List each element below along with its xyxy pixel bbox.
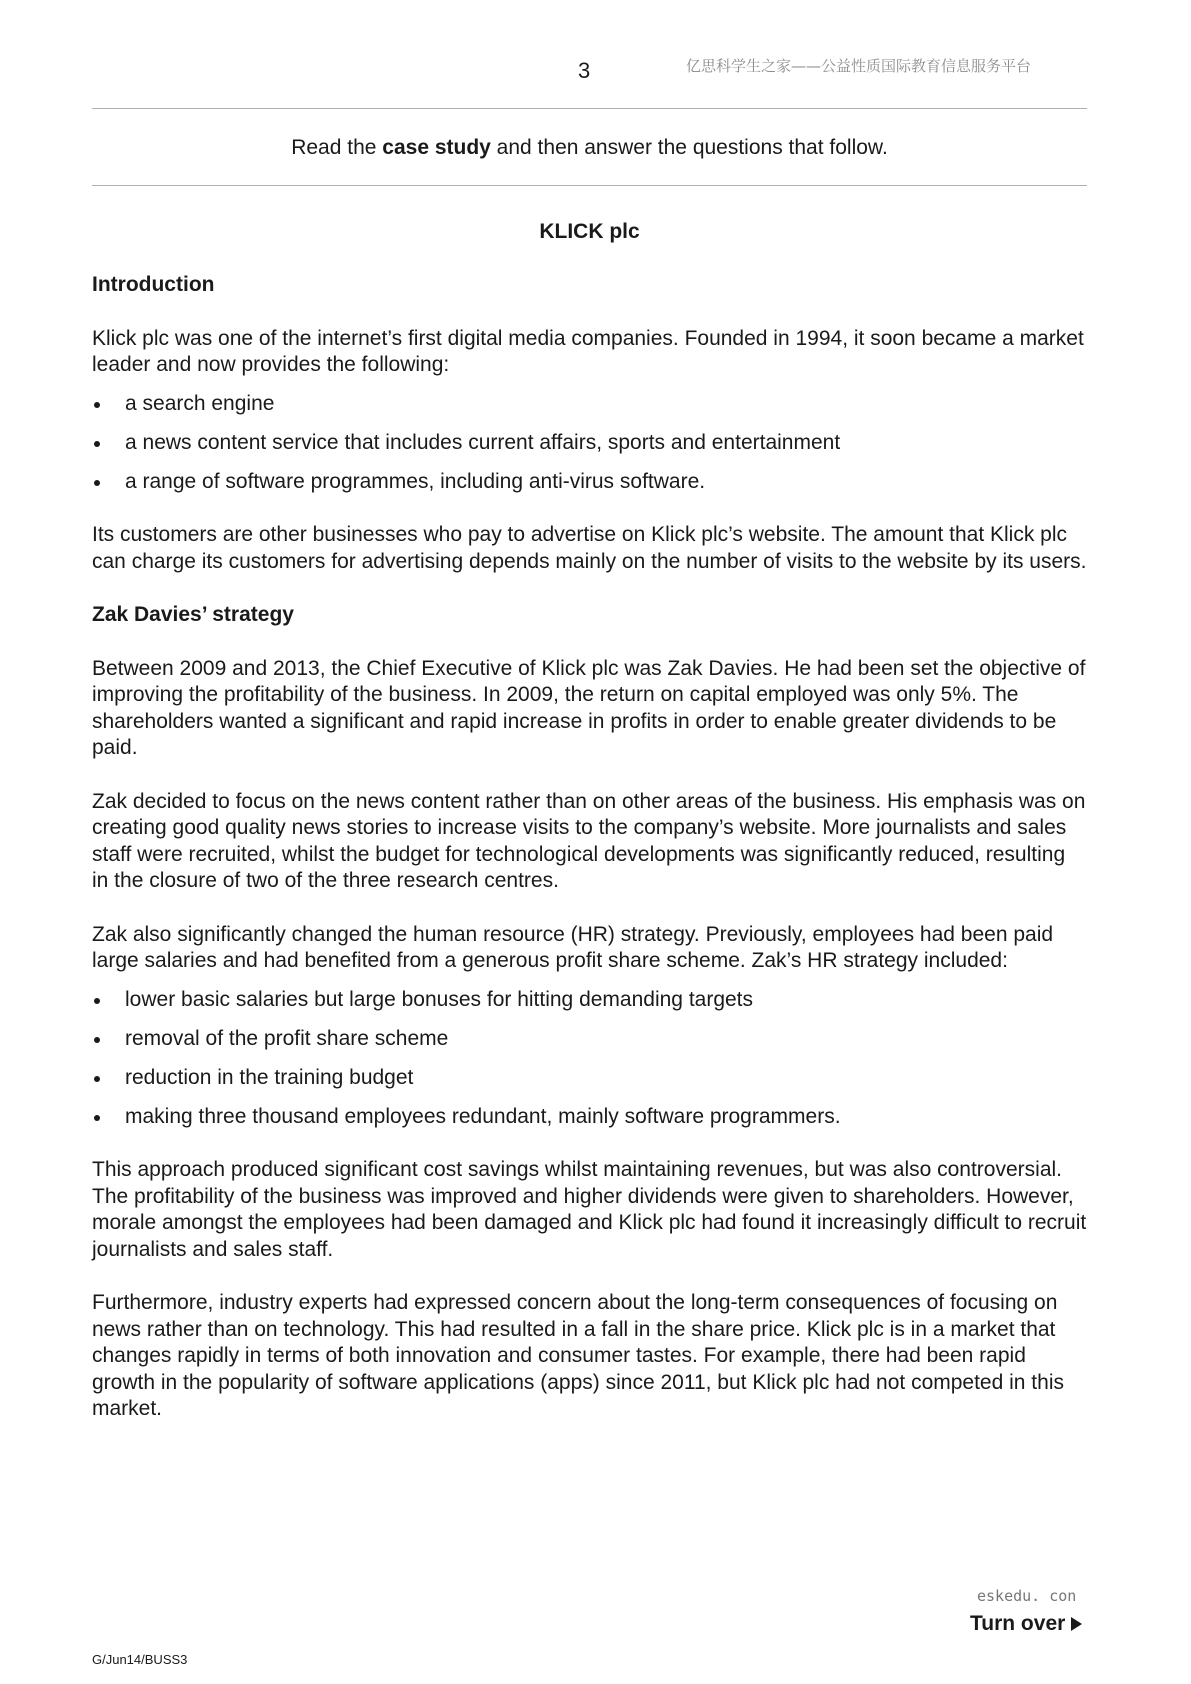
list-item: lower basic salaries but large bonuses for hitting demanding targets — [92, 987, 1087, 1014]
list-item: a range of software programmes, including anti-virus software. — [92, 469, 1087, 496]
instruction-after: and then answer the questions that follow. — [490, 136, 888, 159]
list-item: a news content service that includes current affairs, sports and entertainment — [92, 430, 1087, 457]
strategy-paragraph-2: Zak decided to focus on the news content rather than on other areas of the business. His emphasis was on creating good quality news stories to increase visits to the company’s website. More journalists and sales staff were recruited, whilst the budget for technological developments was significantly reduced, resulting in the closure of two of the three research centres. — [92, 789, 1086, 892]
instruction-before: Read the — [291, 136, 383, 159]
paper-code: G/Jun14/BUSS3 — [92, 1652, 188, 1667]
page-number: 3 — [578, 58, 591, 83]
strategy-paragraph-5: Furthermore, industry experts had expressed concern about the long-term consequences of focusing on news rather than on technology. This had resulted in a fall in the share price. Klick plc is in a market that changes rapidly in terms of both innovation and consumer tastes. For example, there had been rapid growth in the popularity of software applications (apps) since 2011, but Klick plc had not competed in this market. — [92, 1291, 1064, 1420]
list-item: removal of the profit share scheme — [92, 1026, 1087, 1053]
list-item: a search engine — [92, 391, 1087, 418]
bottom-divider — [92, 185, 1087, 186]
services-list — [92, 391, 1087, 496]
top-divider — [92, 108, 1087, 109]
instruction-bold: case study — [382, 136, 491, 159]
introduction-paragraph-1: Klick plc was one of the internet’s first digital media companies. Founded in 1994, it soon became a market leader and now provides the following: — [92, 326, 1084, 376]
strategy-paragraph-1: Between 2009 and 2013, the Chief Executive of Klick plc was Zak Davies. He had been set the objective of improving the profitability of the business. In 2009, the return on capital employed was only 5%. The shareholders wanted a significant and rapid increase in profits in order to enable greater dividends to be paid. — [92, 656, 1086, 759]
site-watermark: eskedu. con — [977, 1587, 1077, 1605]
header-watermark: 亿思科学生之家——公益性质国际教育信息服务平台 — [686, 57, 1032, 75]
instruction-line — [92, 136, 1087, 160]
introduction-heading: Introduction — [92, 273, 215, 296]
introduction-paragraph-2: Its customers are other businesses who pay to advertise on Klick plc’s website. The amount that Klick plc can charge its customers for advertising depends mainly on the number of visits to the website by its users. — [92, 523, 1087, 573]
strategy-heading: Zak Davies’ strategy — [92, 603, 294, 626]
strategy-paragraph-3: Zak also significantly changed the human resource (HR) strategy. Previously, employees had been paid large salaries and had benefited from a generous profit share scheme. Zak’s HR strategy included: — [92, 922, 1054, 972]
strategy-paragraph-4: This approach produced significant cost savings whilst maintaining revenues, but was also controversial. The profitability of the business was improved and higher dividends were given to shareholders. However, morale amongst the employees had been damaged and Klick plc had found it increasingly difficult to recruit journalists and sales staff. — [92, 1158, 1087, 1261]
turn-over-label — [970, 1612, 1082, 1636]
list-item: reduction in the training budget — [92, 1065, 1087, 1092]
case-study-title: KLICK plc — [539, 220, 640, 243]
turn-over-text: Turn over — [970, 1612, 1066, 1635]
hr-strategy-list — [92, 987, 1087, 1131]
list-item: making three thousand employees redundant, mainly software programmers. — [92, 1104, 1087, 1131]
triangle-right-icon — [1071, 1617, 1082, 1631]
case-study-body — [92, 272, 1087, 1450]
